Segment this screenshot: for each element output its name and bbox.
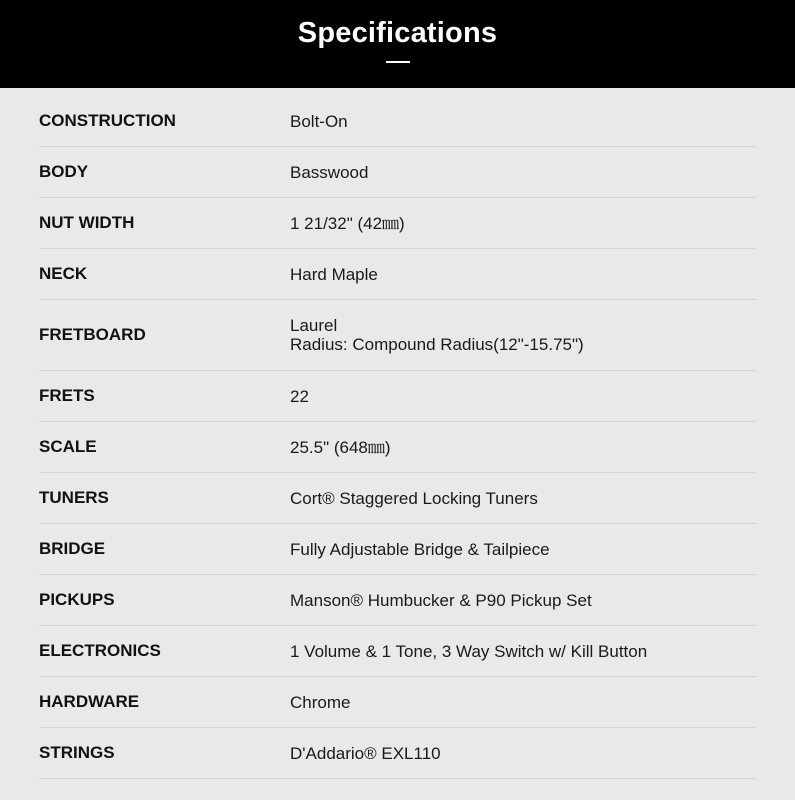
spec-row-neck	[39, 249, 756, 300]
spec-value: Fully Adjustable Bridge & Tailpiece	[290, 539, 550, 559]
spec-label: BRIDGE	[39, 539, 106, 558]
title-underline	[386, 61, 410, 63]
spec-row-fretboard	[39, 300, 756, 371]
spec-label: HARDWARE	[39, 692, 140, 711]
spec-value: Bolt-On	[290, 111, 348, 131]
spec-label: CONSTRUCTION	[39, 111, 176, 130]
spec-row-hardware	[39, 677, 756, 728]
spec-value: Manson® Humbucker & P90 Pickup Set	[290, 590, 592, 610]
spec-row-tuners	[39, 473, 756, 524]
spec-value: 22	[290, 386, 309, 406]
spec-row-construction	[39, 96, 756, 147]
spec-row-pickups	[39, 575, 756, 626]
spec-label: TUNERS	[39, 488, 109, 507]
spec-row-frets	[39, 371, 756, 422]
spec-value: 1 Volume & 1 Tone, 3 Way Switch w/ Kill Button	[290, 641, 648, 661]
spec-row-nut-width	[39, 198, 756, 249]
page-title: Specifications	[297, 17, 498, 49]
header	[0, 0, 795, 88]
spec-label: PICKUPS	[39, 590, 115, 609]
spec-label: BODY	[39, 162, 89, 181]
spec-value-line: Laurel	[290, 316, 338, 335]
spec-row-scale	[39, 422, 756, 473]
spec-label: NUT WIDTH	[39, 213, 135, 232]
spec-value-line: Radius: Compound Radius(12"-15.75")	[290, 335, 584, 354]
spec-row-body	[39, 147, 756, 198]
spec-value: Hard Maple	[290, 264, 378, 284]
spec-label: ELECTRONICS	[39, 641, 161, 660]
spec-value: Basswood	[290, 162, 369, 182]
spec-label: FRETBOARD	[39, 325, 146, 344]
spec-value: Chrome	[290, 692, 351, 712]
spec-value: Cort® Staggered Locking Tuners	[290, 488, 538, 508]
spec-table	[39, 96, 756, 779]
spec-value: D'Addario® EXL110	[290, 743, 441, 763]
spec-row-strings	[39, 728, 756, 779]
spec-value: 1 21/32" (42㎜)	[290, 213, 405, 233]
spec-label: FRETS	[39, 386, 95, 405]
spec-row-electronics	[39, 626, 756, 677]
spec-value: 25.5" (648㎜)	[290, 437, 391, 457]
spec-label: SCALE	[39, 437, 97, 456]
spec-value	[290, 316, 584, 354]
spec-label: STRINGS	[39, 743, 115, 762]
spec-row-bridge	[39, 524, 756, 575]
spec-label: NECK	[39, 264, 88, 283]
